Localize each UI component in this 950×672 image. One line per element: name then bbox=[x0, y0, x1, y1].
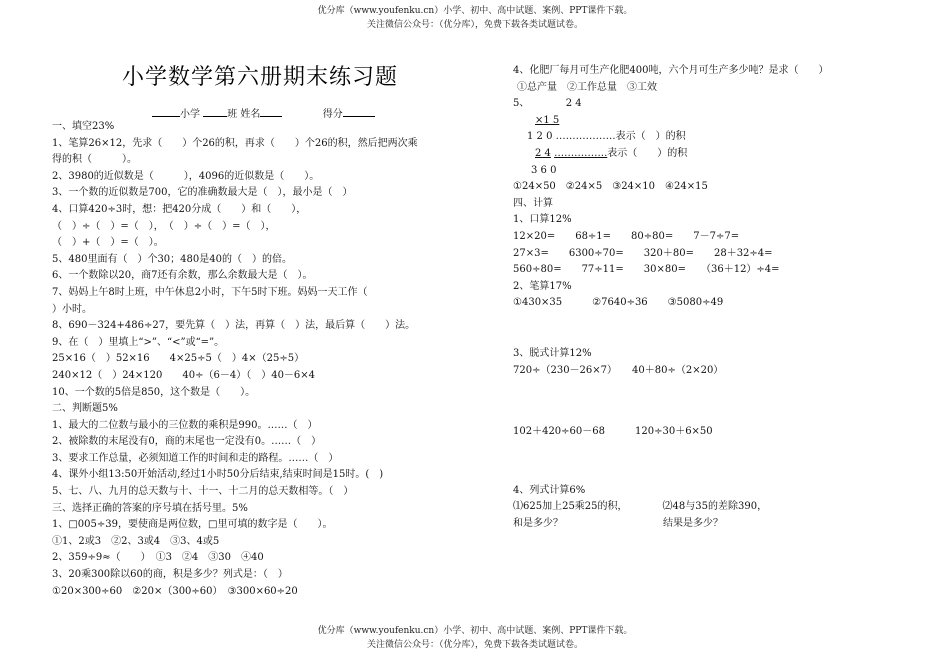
list-calc-row: ⑴625加上25乘25的积， ⑵48与35的差除390， bbox=[513, 501, 768, 513]
header-line-1: 优分库（www.youfenku.cn）小学、初中、高中试题、案例、PPT课件下载。 bbox=[317, 6, 633, 16]
judge-section-title: 二、判断题5% bbox=[52, 403, 118, 415]
written-calc-row: ①430×35 ②7640÷36 ③5080÷49 bbox=[513, 297, 724, 309]
multiplication-row-1 bbox=[513, 96, 828, 113]
question-line: 3、20乘300除以60的商，积是多少？列式是：（ ） bbox=[52, 569, 288, 581]
question-line: ①20×300÷60 ②20×（300÷60） ③300×60÷20 bbox=[52, 585, 298, 597]
dot-leader: ……………… bbox=[555, 131, 616, 143]
question-line: 240×12（ ）24×120 40÷（6－4）（ ）40－6×4 bbox=[52, 369, 316, 381]
score-label: 得分 bbox=[322, 109, 343, 120]
choice-section-title: 三、选择正确的答案的序号填在括号里。5% bbox=[52, 502, 248, 514]
step-calc-row: 102＋420÷60－68 120÷30＋6×50 bbox=[513, 426, 713, 438]
question-number: 5、 bbox=[513, 98, 530, 110]
question-line: 5、480里面有（ ）个30；480是40的（ ）的倍。 bbox=[52, 253, 292, 265]
question-line: 2、3980的近似数是（ ），4096的近似数是（ ）。 bbox=[52, 170, 320, 182]
calc-section-title: 四、计算 bbox=[513, 197, 553, 209]
page-footer bbox=[0, 624, 950, 652]
question-line: 2、被除数的末尾没有0，商的末尾也一定没有0。……（ ） bbox=[52, 436, 322, 448]
school-blank bbox=[152, 105, 180, 117]
score-blank bbox=[343, 105, 375, 117]
name-blank bbox=[260, 105, 282, 117]
question-line: 1、最大的二位数与最小的三位数的乘积是990。……（ ） bbox=[52, 419, 318, 431]
multiplication-row-2 bbox=[513, 113, 828, 130]
page-header bbox=[0, 4, 950, 32]
oral-calc-row: 560÷80= 77÷11= 30×80= （36＋12）÷4= bbox=[513, 264, 780, 276]
question-line: ）小时。 bbox=[52, 303, 92, 315]
question-line: （ ）+（ ）=（ ）。 bbox=[52, 237, 164, 249]
multiplication-row-4 bbox=[513, 146, 828, 163]
footer-line-1: 优分库（www.youfenku.cn）小学、初中、高中试题、案例、PPT课件下载。 bbox=[317, 626, 633, 636]
partial-product-2-meaning: 表示（ ）的积 bbox=[607, 147, 688, 159]
oral-calc-row: 12×20= 68÷1= 80÷80= 7－7÷7= bbox=[513, 230, 740, 242]
question-line: 2、359÷9≈（ ） ①3 ②4 ③30 ④40 bbox=[52, 552, 264, 564]
question-line: 1、□005÷39，要使商是两位数，□里可填的数字是（ ）。 bbox=[52, 519, 333, 531]
question-line: 3、一个数的近似数是700，它的准确数最大是（ ），最小是（ ） bbox=[52, 187, 353, 199]
step-calc-title: 3、脱式计算12% bbox=[513, 347, 592, 359]
partial-product-2: 2 4 bbox=[535, 147, 551, 159]
header-line-2: 关注微信公众号：（优分库），免费下载各类试题试卷。 bbox=[366, 20, 583, 30]
question-line: 25×16（ ）52×16 4×25÷5（ ）4×（25÷5） bbox=[52, 353, 305, 365]
question-line: 得的积（ ）。 bbox=[52, 154, 137, 166]
question-line: 6、一个数除以20，商7还有余数，那么余数最大是（ ）。 bbox=[52, 270, 313, 282]
question-line: 4、化肥厂每月可生产化肥400吨，六个月可生产多少吨？是求（ ） bbox=[513, 65, 829, 76]
name-label: 姓名 bbox=[240, 109, 261, 120]
question-line: 3、要求工作总量，必须知道工作的时间和走的路程。……（ ） bbox=[52, 452, 339, 464]
question-line: （ ）÷（ ）=（ ）， （ ）÷（ ）=（ ）， bbox=[52, 220, 276, 232]
question-line: 4、口算420÷3时，想：把420分成（ ）和（ ）， bbox=[52, 203, 307, 215]
multiplier: ×1 5 bbox=[535, 114, 560, 126]
multiplication-result: 3 6 0 bbox=[531, 164, 557, 176]
question-line: 7、妈妈上午8时上班，中午休息2小时，下午5时下班。妈妈一天工作（ bbox=[52, 286, 368, 298]
partial-product-1-meaning: 表示（ ）的积 bbox=[615, 131, 686, 143]
list-calc-row: 和是多少？ 结果是多少？ bbox=[513, 517, 723, 529]
partial-product-1: 1 2 0 bbox=[527, 131, 553, 143]
oral-calc-title: 1、口算12% bbox=[513, 214, 572, 226]
class-label: 班 bbox=[227, 109, 238, 120]
question-line: 9、在（ ）里填上“>”、“<”或“=”。 bbox=[52, 336, 225, 348]
right-column bbox=[513, 63, 828, 532]
school-label: 小学 bbox=[180, 109, 200, 120]
question-line: 10、一个数的5倍是850，这个数是（ ）。 bbox=[52, 386, 256, 398]
question-options: ①24×50 ②24×5 ③24×10 ④24×15 bbox=[513, 181, 708, 193]
footer-line-2: 关注微信公众号：（优分库），免费下载各类试题试卷。 bbox=[366, 640, 583, 650]
fill-section-title: 一、填空23% bbox=[52, 121, 115, 132]
question-line: 4、课外小组13:50开始活动,经过1小时50分后结束,结束时间是15时。( ) bbox=[52, 469, 384, 481]
question-line: 8、690－324+486÷27，要先算（ ）法，再算（ ）法，最后算（ ）法。 bbox=[52, 320, 416, 332]
oral-calc-row: 27×3= 6300÷70= 320＋80= 28＋32÷4= bbox=[513, 247, 773, 259]
question-line: 1、笔算26×12，先求（ ）个26的积，再求（ ）个26的积，然后把两次乘 bbox=[52, 137, 418, 149]
written-calc-title: 2、笔算17% bbox=[513, 280, 572, 292]
question-line: 5、七、八、九月的总天数与十、十一、十二月的总天数相等。（ ） bbox=[52, 486, 354, 498]
list-calc-title: 4、列式计算6% bbox=[513, 484, 586, 496]
class-blank bbox=[203, 105, 227, 117]
step-calc-row: 720÷（230－26×7） 40＋80÷（2×20） bbox=[513, 364, 724, 376]
question-line: ①1、2或3 ②2、3或4 ③3、4或5 bbox=[52, 535, 220, 547]
dot-leader: ……………. bbox=[554, 147, 608, 159]
page-title: 小学数学第六册期末练习题 bbox=[122, 65, 399, 90]
multiplicand: 2 4 bbox=[565, 98, 582, 110]
student-info-line bbox=[152, 105, 375, 120]
left-column bbox=[52, 119, 418, 600]
multiplication-row-3 bbox=[513, 129, 828, 146]
question-options: ①总产量 ②工作总量 ③工效 bbox=[517, 81, 657, 93]
